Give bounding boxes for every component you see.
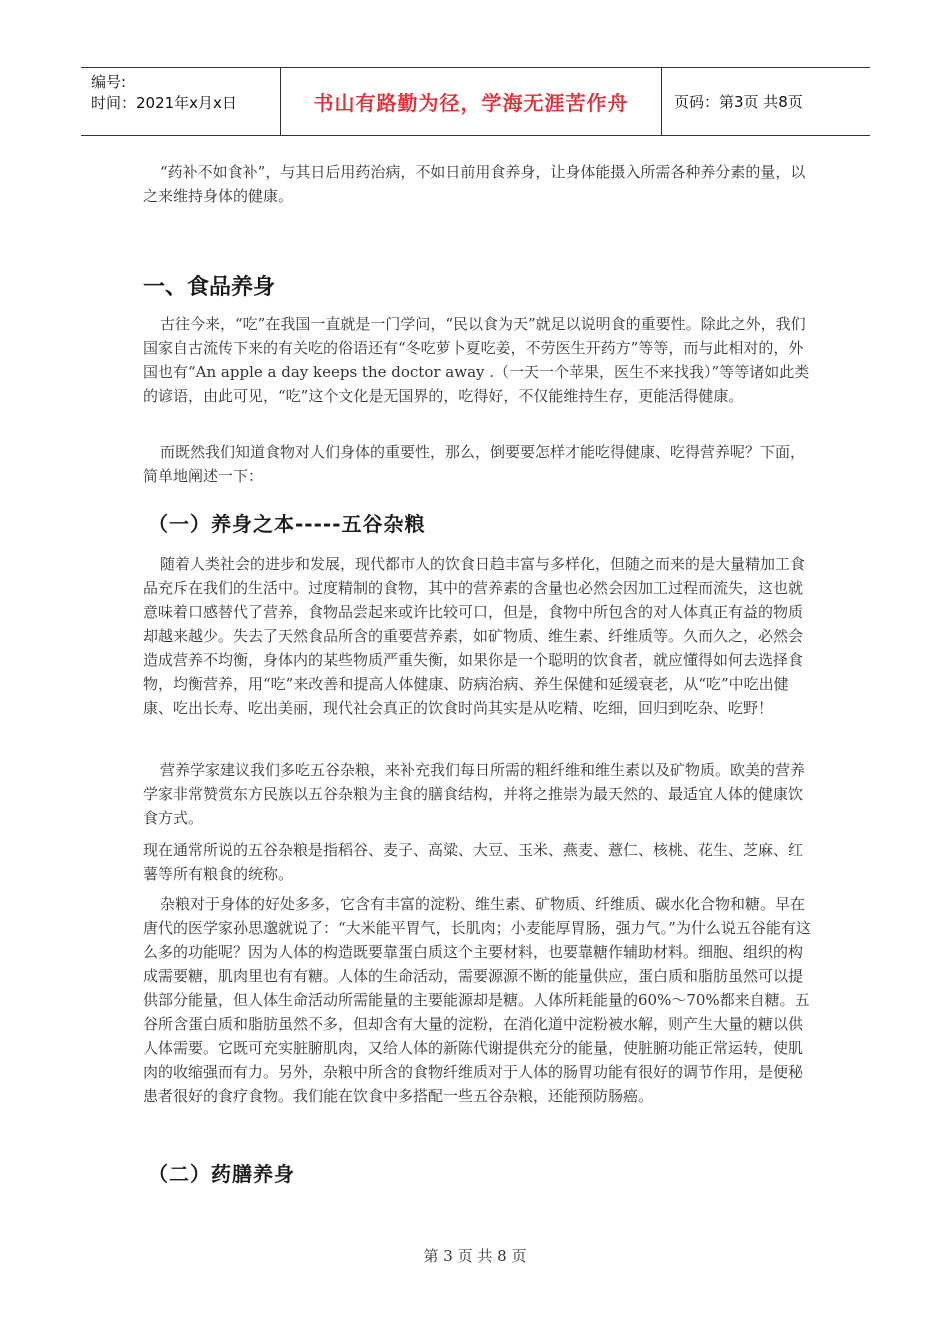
intro-paragraph: “药补不如食补”，与其日后用药治病，不如日前用食养身，让身体能摄入所需各种养分素的量，以之来维持身体的健康。 <box>143 163 806 205</box>
paragraph-grain-definition: 现在通常所说的五谷杂粮是指稻谷、麦子、高粱、大豆、玉米、燕麦、薏仁、核桃、花生、芝麻、红薯等所有粮食的统称。 <box>143 841 804 883</box>
paragraph-modern-diet: 随着人类社会的进步和发展，现代都市人的饮食日趋丰富与多样化，但随之而来的是大量精加工食品充斥在我们的生活中。过度精制的食物，其中的营养素的含量也必然会因加工过程而流失，这也就意味着口感替代了营养，食物品尝起来或许比较可口，但是，食物中所包含的对人体真正有益的物质却越来越少。失去了天然食品所含的重要营养素，如矿物质、维生素、纤维质等。久而久之，必然会造成营养不均衡，身体内的某些物质严重失衡，如果你是一个聪明的饮食者，就应懂得如何去选择食物，均衡营养，用“吃”来改善和提高人体健康、防病治病、养生保健和延缓衰老，从“吃”中吃出健康、吃出长寿、吃出美丽，现代社会真正的饮食时尚其实是从吃精、吃细，回归到吃杂、吃野！ <box>143 555 806 717</box>
document-time-label: 时间：2021年x月x日 <box>91 94 237 112</box>
section-title-food: 一、食品养身 <box>143 275 276 300</box>
paragraph-nutritionist-advice: 营养学家建议我们多吃五谷杂粮，来补充我们每日所需的粗纤维和维生素以及矿物质。欧美的营养学家非常赞赏东方民族以五谷杂粮为主食的膳食结构，并将之推崇为最天然的、最适宜人体的健康饮食方式。 <box>143 761 806 827</box>
paragraph-grain-benefits: 杂粮对于身体的好处多多，它含有丰富的淀粉、维生素、矿物质、纤维质、碳水化合物和糖。早在唐代的医学家孙思邈就说了：“大米能平胃气，长肌肉；小麦能厚胃肠，强力气。”为什么说五谷能有这么多的功能呢？因为人体的构造既要靠蛋白质这个主要材料，也要靠糖作辅助材料。细胞、组织的构成需要糖，肌肉里也有有糖。人体的生命活动，需要源源不断的能量供应，蛋白质和脂肪虽然可以提供部分能量，但人体生命活动所需能量的主要能源却是糖。人体所耗能量的60%～70%都来自糖。五谷所含蛋白质和脂肪虽然不多，但却含有大量的淀粉，在消化道中淀粉被水解，则产生大量的糖以供人体需要。它既可充实脏腑肌肉，又给人体的新陈代谢提供充分的能量，使脏腑功能正常运转，使肌肉的收缩强而有力。另外，杂粮中所含的食物纤维质对于人体的肠胃功能有很好的调节作用，是便秘患者很好的食疗食物。我们能在饮食中多搭配一些五谷杂粮，还能预防肠癌。 <box>143 895 811 1105</box>
paragraph-how-to-eat: 而既然我们知道食物对人们身体的重要性，那么，倒要要怎样才能吃得健康、吃得营养呢？下面，简单地阐述一下： <box>143 443 806 485</box>
document-header <box>81 67 870 136</box>
subsection-title-medicinal-diet: （二）药膳养身 <box>148 1162 295 1186</box>
header-motto: 书山有路勤为径，学海无涯苦作舟 <box>281 68 662 135</box>
header-page-info: 页码：第3页 共8页 <box>674 93 803 111</box>
page-footer: 第 3 页 共 8 页 <box>423 1247 527 1265</box>
header-meta <box>81 68 281 135</box>
document-number-label: 编号: <box>91 73 127 91</box>
paragraph-food-culture: 古往今来，“吃”在我国一直就是一门学问，“民以食为天”就足以说明食的重要性。除此之外，我们国家自古流传下来的有关吃的俗语还有“冬吃萝卜夏吃姜，不劳医生开药方”等等，而与此相对的，外国也有“An apple a day keeps the doctor away .（一天一个苹果，医生不来找我）”等等诸如此类的谚语，由此可见，“吃”这个文化是无国界的，吃得好，不仅能维持生存，更能活得健康。 <box>143 315 810 405</box>
subsection-title-grains: （一）养身之本-----五谷杂粮 <box>148 512 426 536</box>
